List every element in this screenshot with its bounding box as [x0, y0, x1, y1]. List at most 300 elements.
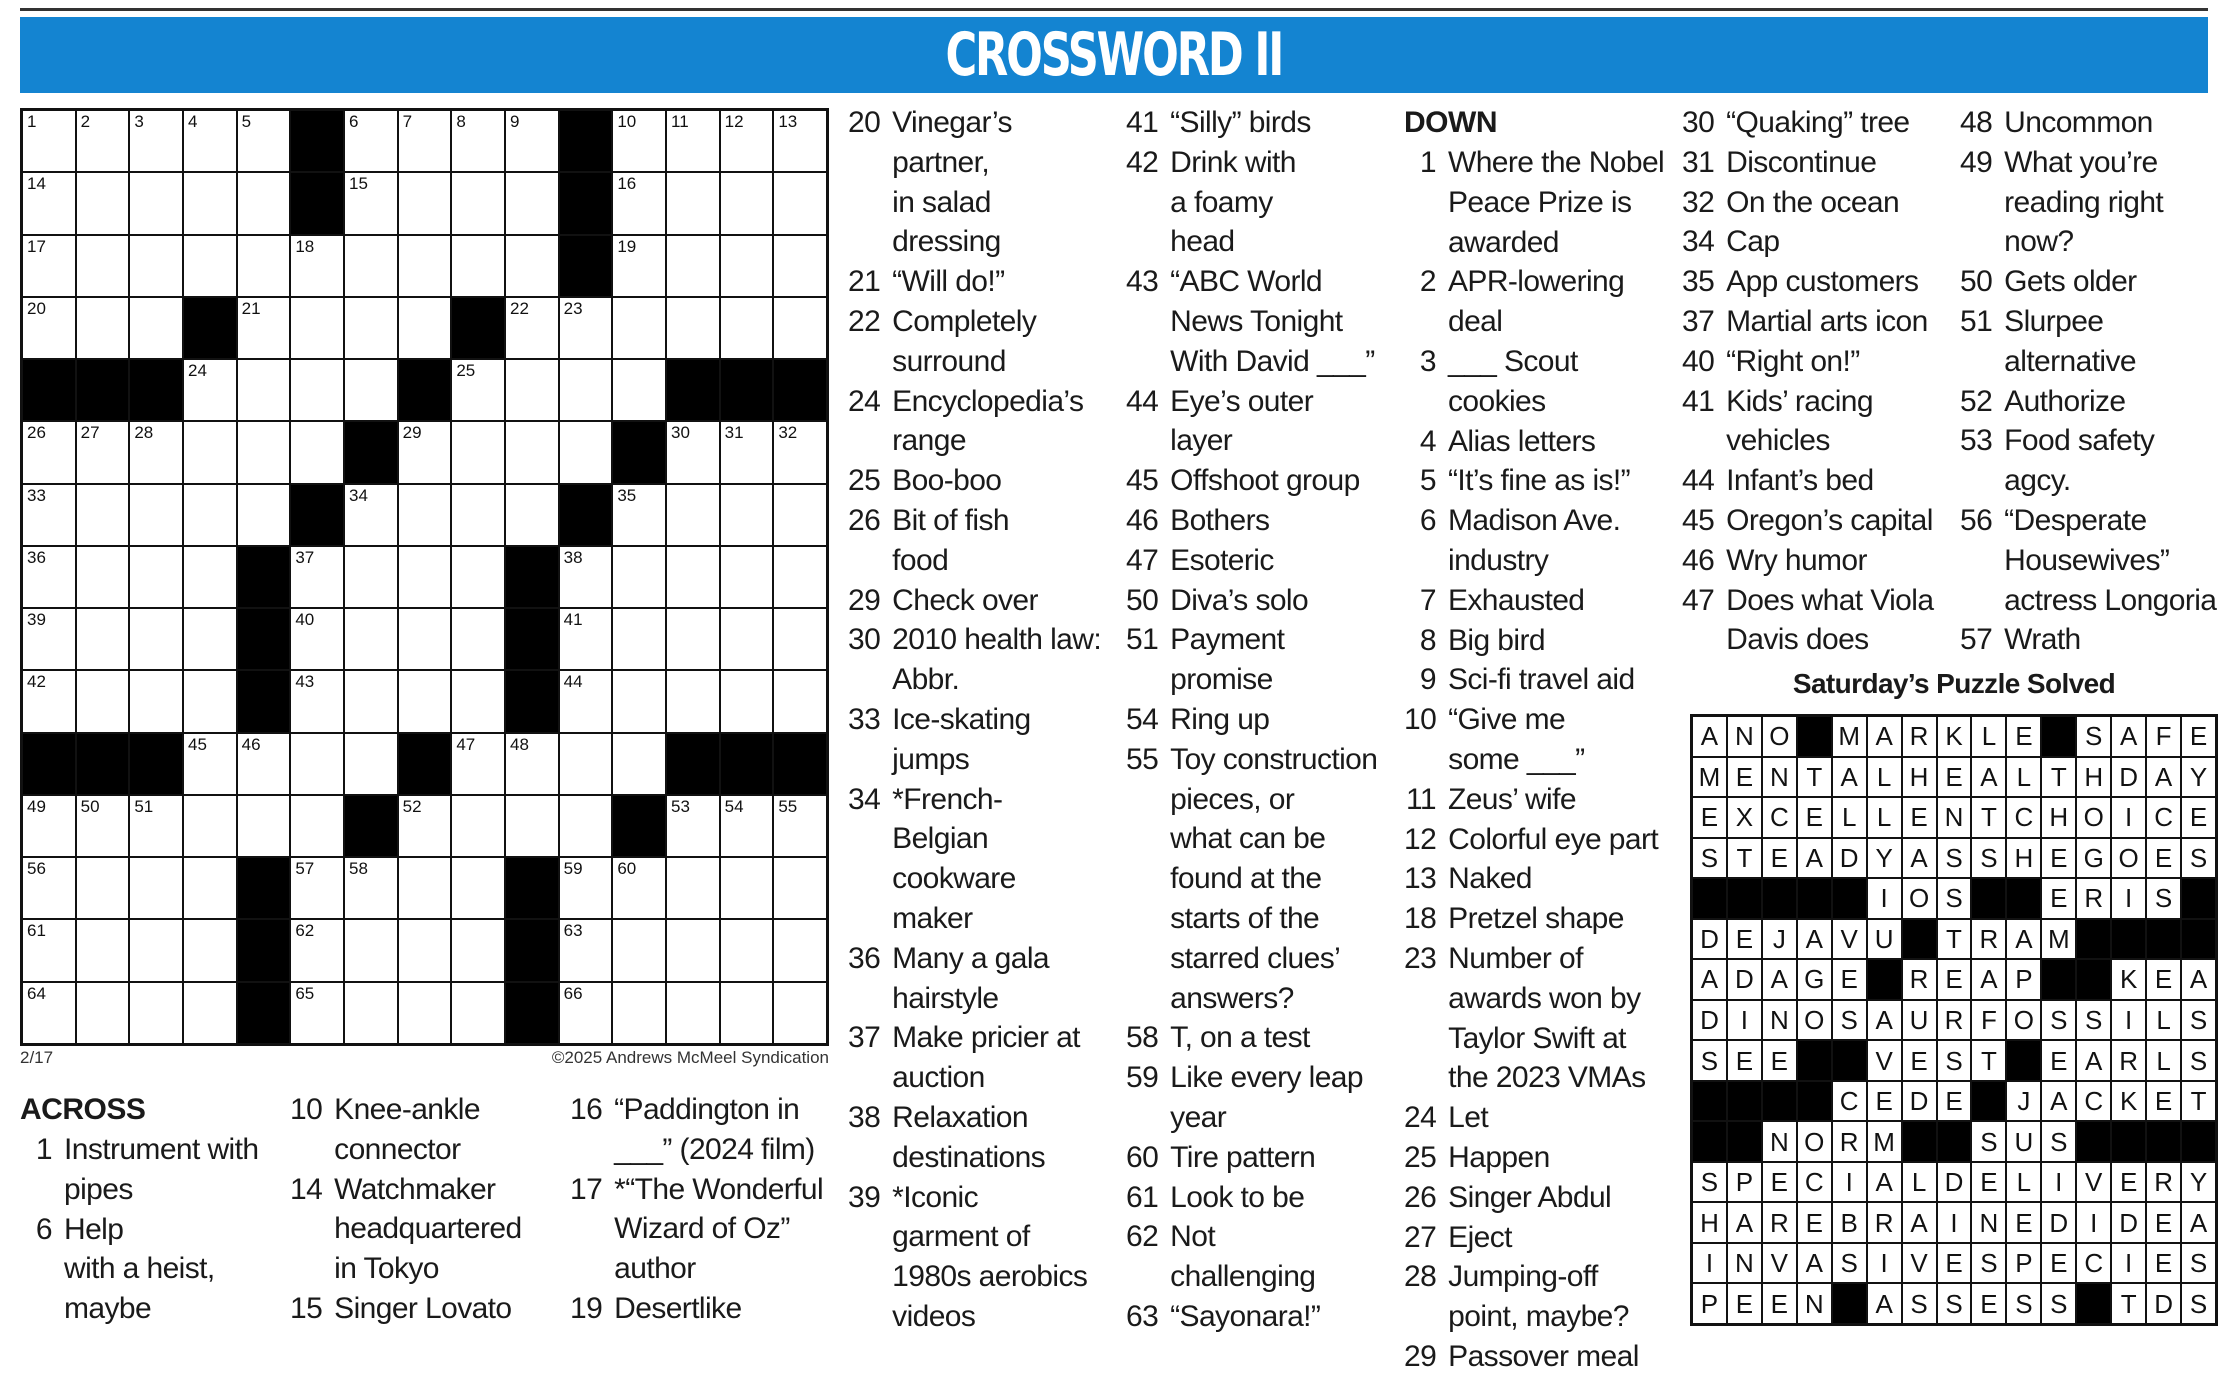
- grid-cell[interactable]: [23, 236, 75, 296]
- down-clue-32[interactable]: [1682, 183, 1958, 223]
- grid-cell[interactable]: [452, 173, 504, 233]
- down-clue-13[interactable]: [1404, 859, 1682, 899]
- grid-cell[interactable]: [130, 547, 182, 607]
- grid-cell[interactable]: [184, 609, 236, 669]
- grid-cell[interactable]: [667, 485, 719, 545]
- grid-cell[interactable]: [452, 671, 504, 731]
- down-clue-23[interactable]: [1404, 939, 1682, 1098]
- down-clue-52[interactable]: [1960, 382, 2218, 422]
- grid-cell[interactable]: [774, 485, 826, 545]
- down-clue-31[interactable]: [1682, 143, 1958, 183]
- grid-cell[interactable]: [77, 422, 129, 482]
- down-clue-44[interactable]: [1682, 461, 1958, 501]
- across-clue-6[interactable]: [20, 1210, 290, 1329]
- cell-number: 5: [241, 112, 252, 131]
- black-square: [506, 609, 558, 669]
- down-clue-25[interactable]: [1404, 1138, 1682, 1178]
- across-clue-50[interactable]: [1126, 581, 1404, 621]
- grid-cell[interactable]: [721, 920, 773, 980]
- grid-cell[interactable]: [399, 111, 451, 171]
- grid-cell[interactable]: [23, 609, 75, 669]
- grid-cell[interactable]: [23, 422, 75, 482]
- clue-number: 35: [1682, 265, 1715, 299]
- across-clue-19[interactable]: [570, 1289, 840, 1329]
- grid-cell[interactable]: [613, 734, 665, 794]
- across-clue-45[interactable]: [1126, 461, 1404, 501]
- grid-cell[interactable]: [452, 734, 504, 794]
- grid-cell[interactable]: [184, 734, 236, 794]
- across-clue-1[interactable]: [20, 1130, 290, 1210]
- grid-cell[interactable]: [452, 547, 504, 607]
- down-clue-53[interactable]: [1960, 421, 2218, 501]
- grid-cell[interactable]: [560, 609, 612, 669]
- down-clue-37[interactable]: [1682, 302, 1958, 342]
- grid-cell[interactable]: [452, 111, 504, 171]
- across-clue-44[interactable]: [1126, 382, 1404, 462]
- grid-cell[interactable]: [238, 360, 290, 420]
- grid-cell[interactable]: [399, 547, 451, 607]
- cell-number: 24: [188, 361, 207, 381]
- down-clue-46[interactable]: [1682, 541, 1958, 581]
- grid-cell[interactable]: [238, 173, 290, 233]
- down-clue-5[interactable]: [1404, 461, 1682, 501]
- down-clue-27[interactable]: [1404, 1218, 1682, 1258]
- across-clue-51[interactable]: [1126, 620, 1404, 700]
- grid-cell[interactable]: [130, 858, 182, 918]
- down-clue-6[interactable]: [1404, 501, 1682, 581]
- solution-grid: [1690, 714, 2218, 1326]
- grid-cell[interactable]: [184, 920, 236, 980]
- grid-cell[interactable]: [667, 298, 719, 358]
- grid-cell[interactable]: [560, 796, 612, 856]
- grid-cell[interactable]: [77, 547, 129, 607]
- grid-cell[interactable]: [560, 422, 612, 482]
- grid-cell[interactable]: [238, 111, 290, 171]
- grid-cell[interactable]: [291, 920, 343, 980]
- across-clue-43[interactable]: [1126, 262, 1404, 381]
- grid-cell[interactable]: [77, 298, 129, 358]
- grid-cell[interactable]: [184, 236, 236, 296]
- grid-cell[interactable]: [506, 796, 558, 856]
- grid-cell[interactable]: [667, 796, 719, 856]
- down-clue-50[interactable]: [1960, 262, 2218, 302]
- grid-cell[interactable]: [774, 983, 826, 1043]
- black-square: [238, 671, 290, 731]
- down-clue-57[interactable]: [1960, 620, 2218, 660]
- across-clue-34[interactable]: [848, 780, 1123, 939]
- down-clue-30[interactable]: [1682, 103, 1958, 143]
- grid-cell[interactable]: [399, 671, 451, 731]
- down-clue-49[interactable]: [1960, 143, 2218, 262]
- solution-letter: S: [1903, 1284, 1936, 1323]
- grid-cell[interactable]: [667, 858, 719, 918]
- grid-cell[interactable]: [667, 983, 719, 1043]
- grid-cell[interactable]: [345, 360, 397, 420]
- grid-cell[interactable]: [560, 983, 612, 1043]
- grid-cell[interactable]: [721, 173, 773, 233]
- across-clue-60[interactable]: [1126, 1138, 1404, 1178]
- grid-cell[interactable]: [23, 671, 75, 731]
- grid-cell[interactable]: [23, 173, 75, 233]
- grid-cell[interactable]: [23, 298, 75, 358]
- grid-cell[interactable]: [184, 858, 236, 918]
- grid-cell[interactable]: [560, 858, 612, 918]
- down-clue-56[interactable]: [1960, 501, 2218, 620]
- grid-cell[interactable]: [667, 671, 719, 731]
- grid-cell[interactable]: [291, 796, 343, 856]
- grid-cell[interactable]: [399, 920, 451, 980]
- grid-cell[interactable]: [130, 609, 182, 669]
- grid-cell[interactable]: [774, 547, 826, 607]
- across-clue-55[interactable]: [1126, 740, 1404, 1019]
- grid-cell[interactable]: [238, 485, 290, 545]
- across-clue-21[interactable]: [848, 262, 1123, 302]
- grid-cell[interactable]: [506, 360, 558, 420]
- across-clue-54[interactable]: [1126, 700, 1404, 740]
- grid-cell[interactable]: [345, 173, 397, 233]
- grid-cell[interactable]: [452, 796, 504, 856]
- solution-letter: N: [1763, 758, 1796, 797]
- clue-number: 43: [1126, 265, 1159, 299]
- grid-cell[interactable]: [238, 796, 290, 856]
- grid-cell[interactable]: [721, 485, 773, 545]
- grid-cell[interactable]: [774, 671, 826, 731]
- grid-cell[interactable]: [130, 173, 182, 233]
- down-clue-34[interactable]: [1682, 222, 1958, 262]
- down-clue-51[interactable]: [1960, 302, 2218, 382]
- grid-cell[interactable]: [721, 671, 773, 731]
- down-clue-7[interactable]: [1404, 581, 1682, 621]
- grid-cell[interactable]: [238, 298, 290, 358]
- down-clue-26[interactable]: [1404, 1178, 1682, 1218]
- grid-cell[interactable]: [452, 858, 504, 918]
- grid-cell[interactable]: [345, 485, 397, 545]
- grid-cell[interactable]: [184, 671, 236, 731]
- grid-cell[interactable]: [667, 236, 719, 296]
- grid-cell[interactable]: [721, 422, 773, 482]
- grid-cell[interactable]: [291, 422, 343, 482]
- grid-cell[interactable]: [774, 111, 826, 171]
- grid-cell[interactable]: [721, 609, 773, 669]
- grid-cell[interactable]: [399, 236, 451, 296]
- grid-cell[interactable]: [613, 298, 665, 358]
- grid-cell[interactable]: [721, 547, 773, 607]
- down-clue-47[interactable]: [1682, 581, 1958, 661]
- down-clue-9[interactable]: [1404, 660, 1682, 700]
- grid-cell[interactable]: [399, 983, 451, 1043]
- grid-cell[interactable]: [613, 983, 665, 1043]
- grid-cell[interactable]: [291, 298, 343, 358]
- cell-number: 3: [134, 112, 144, 131]
- grid-cell[interactable]: [77, 983, 129, 1043]
- across-clue-16[interactable]: [570, 1090, 840, 1170]
- grid-cell[interactable]: [721, 236, 773, 296]
- grid-cell[interactable]: [560, 734, 612, 794]
- solution-letter: S: [2077, 717, 2110, 756]
- grid-cell[interactable]: [130, 422, 182, 482]
- grid-cell[interactable]: [399, 796, 451, 856]
- grid-cell[interactable]: [506, 734, 558, 794]
- grid-cell[interactable]: [667, 173, 719, 233]
- grid-cell[interactable]: [399, 609, 451, 669]
- grid-cell[interactable]: [184, 111, 236, 171]
- across-clue-36[interactable]: [848, 939, 1123, 1019]
- grid-cell[interactable]: [399, 422, 451, 482]
- across-clue-33[interactable]: [848, 700, 1123, 780]
- grid-cell[interactable]: [613, 920, 665, 980]
- grid-cell[interactable]: [506, 173, 558, 233]
- across-clue-59[interactable]: [1126, 1058, 1404, 1138]
- grid-cell[interactable]: [774, 609, 826, 669]
- grid-cell[interactable]: [721, 858, 773, 918]
- down-clue-18[interactable]: [1404, 899, 1682, 939]
- grid-cell[interactable]: [667, 920, 719, 980]
- grid-cell[interactable]: [399, 858, 451, 918]
- solution-black-square: [2147, 1122, 2180, 1161]
- grid-cell[interactable]: [130, 485, 182, 545]
- down-clue-10[interactable]: [1404, 700, 1682, 780]
- clue-number: 46: [1126, 503, 1159, 537]
- grid-cell[interactable]: [291, 858, 343, 918]
- across-clue-26[interactable]: [848, 501, 1123, 581]
- across-clue-24[interactable]: [848, 382, 1123, 462]
- grid-cell[interactable]: [560, 671, 612, 731]
- grid-cell[interactable]: [345, 858, 397, 918]
- down-clue-12[interactable]: [1404, 820, 1682, 860]
- grid-cell[interactable]: [184, 360, 236, 420]
- grid-cell[interactable]: [345, 734, 397, 794]
- grid-cell[interactable]: [184, 422, 236, 482]
- grid-cell[interactable]: [238, 236, 290, 296]
- grid-cell[interactable]: [506, 422, 558, 482]
- clue-text: Jumping-off point, maybe?: [1448, 1260, 1629, 1334]
- grid-cell[interactable]: [291, 547, 343, 607]
- down-clue-41[interactable]: [1682, 382, 1958, 462]
- grid-cell[interactable]: [506, 111, 558, 171]
- across-clue-14[interactable]: [290, 1170, 570, 1289]
- across-clue-22[interactable]: [848, 302, 1123, 382]
- solution-letter: S: [2007, 1284, 2040, 1323]
- grid-cell[interactable]: [506, 485, 558, 545]
- grid-cell[interactable]: [345, 111, 397, 171]
- grid-cell[interactable]: [23, 983, 75, 1043]
- grid-cell[interactable]: [291, 983, 343, 1043]
- grid-cell[interactable]: [774, 236, 826, 296]
- across-clue-42[interactable]: [1126, 143, 1404, 262]
- across-clue-29[interactable]: [848, 581, 1123, 621]
- grid-cell[interactable]: [130, 983, 182, 1043]
- down-clue-24[interactable]: [1404, 1098, 1682, 1138]
- grid-cell[interactable]: [721, 796, 773, 856]
- grid-cell[interactable]: [23, 920, 75, 980]
- solution-letter: S: [1693, 1163, 1726, 1202]
- across-clue-63[interactable]: [1126, 1297, 1404, 1337]
- solution-letter: A: [1868, 1284, 1901, 1323]
- grid-cell[interactable]: [613, 858, 665, 918]
- down-clue-3[interactable]: [1404, 342, 1682, 422]
- grid-cell[interactable]: [291, 734, 343, 794]
- clue-number: 59: [1126, 1061, 1159, 1095]
- grid-cell[interactable]: [291, 671, 343, 731]
- grid-cell[interactable]: [774, 796, 826, 856]
- grid-cell[interactable]: [721, 983, 773, 1043]
- down-clue-48[interactable]: [1960, 103, 2218, 143]
- clue-text: Exhausted: [1448, 583, 1585, 617]
- grid-cell[interactable]: [667, 422, 719, 482]
- grid-cell[interactable]: [399, 173, 451, 233]
- solution-letter: D: [2112, 1203, 2145, 1242]
- grid-cell[interactable]: [452, 236, 504, 296]
- down-clue-28[interactable]: [1404, 1257, 1682, 1337]
- grid-cell[interactable]: [613, 547, 665, 607]
- across-clue-37[interactable]: [848, 1018, 1123, 1098]
- grid-cell[interactable]: [23, 547, 75, 607]
- grid-cell[interactable]: [345, 609, 397, 669]
- clue-number: 1: [35, 1133, 52, 1166]
- grid-cell[interactable]: [77, 485, 129, 545]
- grid-cell[interactable]: [77, 609, 129, 669]
- down-clue-11[interactable]: [1404, 780, 1682, 820]
- grid-cell[interactable]: [130, 111, 182, 171]
- clue-number: 44: [1126, 384, 1159, 418]
- grid-cell[interactable]: [452, 422, 504, 482]
- grid-cell[interactable]: [184, 173, 236, 233]
- black-square: [184, 298, 236, 358]
- grid-cell[interactable]: [613, 111, 665, 171]
- down-clue-45[interactable]: [1682, 501, 1958, 541]
- across-clue-38[interactable]: [848, 1098, 1123, 1178]
- across-clue-61[interactable]: [1126, 1178, 1404, 1218]
- cell-number: 32: [778, 423, 798, 443]
- grid-cell[interactable]: [130, 298, 182, 358]
- down-clue-35[interactable]: [1682, 262, 1958, 302]
- grid-cell[interactable]: [23, 858, 75, 918]
- grid-cell[interactable]: [452, 485, 504, 545]
- grid-cell[interactable]: [77, 796, 129, 856]
- grid-cell[interactable]: [613, 173, 665, 233]
- grid-cell[interactable]: [130, 671, 182, 731]
- grid-cell[interactable]: [77, 671, 129, 731]
- grid-cell[interactable]: [23, 485, 75, 545]
- grid-cell[interactable]: [774, 422, 826, 482]
- across-clue-25[interactable]: [848, 461, 1123, 501]
- solution-letter: E: [1903, 798, 1936, 837]
- grid-cell[interactable]: [667, 547, 719, 607]
- grid-cell[interactable]: [506, 298, 558, 358]
- grid-cell[interactable]: [291, 609, 343, 669]
- grid-cell[interactable]: [667, 609, 719, 669]
- solution-letter: N: [1763, 1001, 1796, 1040]
- grid-cell[interactable]: [23, 796, 75, 856]
- grid-cell[interactable]: [452, 920, 504, 980]
- grid-cell[interactable]: [184, 547, 236, 607]
- cell-number: 16: [617, 174, 637, 194]
- grid-cell[interactable]: [184, 796, 236, 856]
- grid-cell[interactable]: [77, 111, 129, 171]
- grid-cell[interactable]: [774, 173, 826, 233]
- grid-cell[interactable]: [452, 609, 504, 669]
- grid-cell[interactable]: [345, 983, 397, 1043]
- grid-cell[interactable]: [774, 920, 826, 980]
- grid-cell[interactable]: [238, 422, 290, 482]
- grid-cell[interactable]: [345, 298, 397, 358]
- grid-cell[interactable]: [774, 298, 826, 358]
- grid-cell[interactable]: [613, 485, 665, 545]
- down-clue-40[interactable]: [1682, 342, 1958, 382]
- grid-cell[interactable]: [774, 858, 826, 918]
- solution-letter: V: [2077, 1163, 2110, 1202]
- grid-cell[interactable]: [291, 236, 343, 296]
- clue-text: Ice-skating jumps: [892, 702, 1031, 776]
- grid-cell[interactable]: [77, 173, 129, 233]
- grid-cell[interactable]: [613, 360, 665, 420]
- across-clue-58[interactable]: [1126, 1018, 1404, 1058]
- crossword-grid[interactable]: [20, 108, 829, 1046]
- cell-number: 58: [349, 859, 368, 879]
- across-clue-39[interactable]: [848, 1178, 1123, 1337]
- grid-cell[interactable]: [130, 236, 182, 296]
- grid-cell[interactable]: [238, 734, 290, 794]
- grid-cell[interactable]: [452, 360, 504, 420]
- grid-cell[interactable]: [560, 547, 612, 607]
- grid-cell[interactable]: [613, 671, 665, 731]
- grid-cell[interactable]: [184, 485, 236, 545]
- grid-cell[interactable]: [721, 111, 773, 171]
- grid-cell[interactable]: [184, 983, 236, 1043]
- clue-number: 61: [1126, 1180, 1159, 1214]
- grid-cell[interactable]: [130, 920, 182, 980]
- grid-cell[interactable]: [560, 920, 612, 980]
- grid-cell[interactable]: [560, 360, 612, 420]
- grid-cell[interactable]: [613, 236, 665, 296]
- grid-cell[interactable]: [506, 236, 558, 296]
- across-clue-17[interactable]: [570, 1170, 840, 1289]
- grid-cell[interactable]: [452, 983, 504, 1043]
- across-clue-15[interactable]: [290, 1289, 570, 1329]
- across-clue-62[interactable]: [1126, 1217, 1404, 1297]
- grid-cell[interactable]: [399, 485, 451, 545]
- grid-cell[interactable]: [130, 796, 182, 856]
- grid-cell[interactable]: [667, 111, 719, 171]
- clue-text: Authorize: [2004, 384, 2126, 418]
- grid-cell[interactable]: [77, 858, 129, 918]
- solution-letter: I: [1868, 1244, 1901, 1283]
- grid-cell[interactable]: [77, 920, 129, 980]
- grid-cell[interactable]: [23, 111, 75, 171]
- down-clue-4[interactable]: [1404, 422, 1682, 462]
- across-clue-10[interactable]: [290, 1090, 570, 1170]
- grid-cell[interactable]: [345, 671, 397, 731]
- grid-cell[interactable]: [560, 298, 612, 358]
- across-clue-47[interactable]: [1126, 541, 1404, 581]
- across-clue-41[interactable]: [1126, 103, 1404, 143]
- grid-cell[interactable]: [77, 236, 129, 296]
- down-clue-8[interactable]: [1404, 621, 1682, 661]
- across-clue-20[interactable]: [848, 103, 1123, 262]
- grid-cell[interactable]: [721, 298, 773, 358]
- down-clue-29[interactable]: [1404, 1337, 1682, 1377]
- down-clue-2[interactable]: [1404, 262, 1682, 342]
- grid-cell[interactable]: [399, 298, 451, 358]
- down-clue-1[interactable]: [1404, 143, 1682, 262]
- across-clue-30[interactable]: [848, 620, 1123, 700]
- across-clue-46[interactable]: [1126, 501, 1404, 541]
- grid-cell[interactable]: [291, 360, 343, 420]
- grid-cell[interactable]: [345, 920, 397, 980]
- grid-cell[interactable]: [613, 609, 665, 669]
- grid-cell[interactable]: [345, 236, 397, 296]
- grid-cell[interactable]: [345, 547, 397, 607]
